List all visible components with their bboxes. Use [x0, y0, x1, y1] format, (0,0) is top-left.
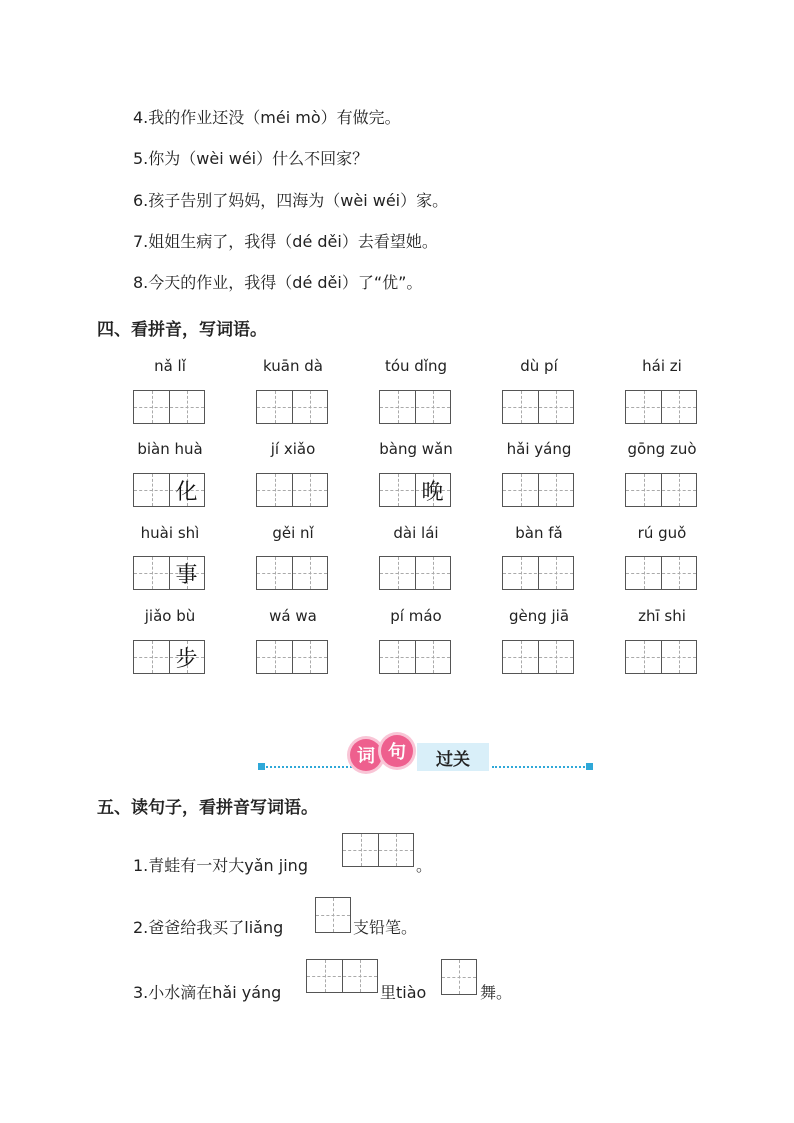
written-char	[257, 391, 292, 423]
writing-box[interactable]	[133, 640, 205, 674]
written-char	[292, 557, 327, 589]
writing-box[interactable]	[256, 640, 328, 674]
answer-box[interactable]	[306, 959, 378, 993]
word-pinyin: bàn fǎ	[515, 524, 563, 542]
word-pinyin: tóu dǐng	[384, 357, 448, 375]
word-pinyin: kuān dà	[263, 357, 323, 375]
sentence-pinyin: dé děi	[292, 273, 342, 292]
written-char	[503, 557, 538, 589]
banner-line-left	[262, 766, 352, 768]
sentence-text: 孩子告别了妈妈，四海为（	[148, 191, 341, 210]
word-pinyin: jiǎo bù	[144, 607, 196, 625]
written-char	[257, 474, 292, 506]
written-char	[503, 391, 538, 423]
sentence-pinyin: méi mò	[260, 108, 321, 127]
banner-bubble-char: 句	[381, 735, 413, 767]
writing-box[interactable]	[133, 473, 205, 507]
written-char: 晚	[421, 479, 444, 505]
sentence-5	[133, 149, 368, 169]
written-char	[292, 391, 327, 423]
written-char	[538, 557, 573, 589]
written-char	[169, 391, 204, 423]
sentence-6	[133, 191, 448, 211]
word-pinyin: wá wa	[269, 607, 317, 625]
writing-box[interactable]	[502, 640, 574, 674]
sentence-pinyin: wèi wéi	[340, 191, 401, 210]
written-char	[538, 474, 573, 506]
sentence-text: ）去看望她。	[341, 232, 438, 251]
item-text: 3.小水滴在	[133, 983, 213, 1002]
banner-dot-right	[586, 763, 593, 770]
writing-box[interactable]	[256, 390, 328, 424]
written-char	[134, 391, 169, 423]
word-pinyin: dài lái	[393, 524, 439, 542]
sentence-text: ）了“优”。	[341, 273, 423, 292]
written-char	[626, 557, 661, 589]
banner-tag: 过关	[417, 743, 489, 771]
word-pinyin: pí máo	[390, 607, 442, 625]
word-pinyin: zhī shi	[638, 607, 686, 625]
written-char	[415, 557, 450, 589]
writing-box[interactable]	[379, 556, 451, 590]
item-text: 2.爸爸给我买了	[133, 918, 245, 937]
word-pinyin: gěi nǐ	[272, 524, 314, 542]
written-char	[257, 557, 292, 589]
writing-box[interactable]	[502, 473, 574, 507]
written-char	[661, 391, 696, 423]
answer-box[interactable]	[315, 897, 351, 933]
writing-box[interactable]	[502, 390, 574, 424]
sentence-number: 8.	[133, 273, 149, 292]
section-4-title: 四、看拼音，写词语。	[97, 320, 267, 340]
written-char	[257, 641, 292, 673]
written-char	[503, 474, 538, 506]
banner-dot-left	[258, 763, 265, 770]
sentence-4	[133, 108, 401, 128]
writing-box[interactable]	[256, 473, 328, 507]
written-char	[380, 641, 415, 673]
word-pinyin: bàng wǎn	[379, 440, 453, 458]
sentence-text: ）家。	[400, 191, 449, 210]
section-5-title: 五、读句子，看拼音写词语。	[97, 798, 318, 818]
written-char	[134, 641, 169, 673]
sentence-text: 姐姐生病了，我得（	[148, 232, 293, 251]
word-pinyin: jí xiǎo	[270, 440, 316, 458]
written-char	[292, 641, 327, 673]
written-char	[292, 474, 327, 506]
item-text: 1.青蛙有一对大	[133, 856, 245, 875]
sentence-pinyin: wèi wéi	[196, 149, 257, 168]
sentence-pinyin: dé děi	[292, 232, 342, 251]
word-pinyin: gèng jiā	[508, 607, 570, 625]
written-char	[380, 474, 415, 506]
written-char: 化	[175, 479, 198, 505]
item-text: 里	[380, 983, 397, 1002]
sentence-text: ）有做完。	[320, 108, 401, 127]
writing-box[interactable]	[625, 390, 697, 424]
writing-box[interactable]	[133, 556, 205, 590]
fill-item-2	[133, 918, 283, 938]
sentence-text: 我的作业还没（	[148, 108, 261, 127]
writing-box[interactable]	[502, 556, 574, 590]
word-pinyin: gōng zuò	[627, 440, 697, 458]
word-pinyin: dù pí	[520, 357, 558, 375]
fill-item-3	[133, 983, 281, 1003]
word-pinyin: nǎ lǐ	[154, 357, 186, 375]
sentence-text: 今天的作业，我得（	[148, 273, 293, 292]
sentence-7	[133, 232, 438, 252]
written-char	[661, 641, 696, 673]
sentence-number: 4.	[133, 108, 149, 127]
sentence-text: ）什么不回家？	[256, 149, 369, 168]
item-pinyin: hǎi yáng	[212, 983, 282, 1002]
written-char	[134, 474, 169, 506]
sentence-number: 5.	[133, 149, 149, 168]
written-char	[661, 557, 696, 589]
written-char	[380, 557, 415, 589]
word-pinyin: huài shì	[140, 524, 200, 542]
writing-box[interactable]	[256, 556, 328, 590]
writing-box[interactable]	[133, 390, 205, 424]
fill-item-1	[133, 856, 308, 876]
written-char	[626, 474, 661, 506]
writing-box[interactable]	[379, 640, 451, 674]
written-char: 步	[175, 646, 198, 672]
written-char	[415, 391, 450, 423]
item-text: 。	[416, 856, 433, 875]
written-char	[134, 557, 169, 589]
item-text: 舞。	[480, 983, 513, 1002]
item-text: 支铅笔。	[353, 918, 418, 937]
written-char: 事	[175, 562, 198, 588]
written-char	[380, 391, 415, 423]
sentence-number: 7.	[133, 232, 149, 251]
written-char	[415, 641, 450, 673]
sentence-number: 6.	[133, 191, 149, 210]
sentence-8	[133, 273, 422, 293]
writing-box[interactable]	[625, 556, 697, 590]
word-pinyin: rú guǒ	[637, 524, 687, 542]
written-char	[503, 641, 538, 673]
answer-box[interactable]	[342, 833, 414, 867]
written-char	[661, 474, 696, 506]
answer-box[interactable]	[441, 959, 477, 995]
written-char	[538, 391, 573, 423]
written-char	[538, 641, 573, 673]
item-pinyin: yǎn jing	[244, 856, 308, 875]
writing-box[interactable]	[379, 390, 451, 424]
word-pinyin: biàn huà	[137, 440, 203, 458]
item-pinyin: tiào	[396, 983, 427, 1002]
writing-box[interactable]	[625, 640, 697, 674]
writing-box[interactable]	[379, 473, 451, 507]
banner-bubble-char: 词	[350, 739, 382, 771]
banner-line-right	[492, 766, 588, 768]
word-pinyin: hǎi yáng	[506, 440, 572, 458]
item-pinyin: liǎng	[244, 918, 284, 937]
sentence-text: 你为（	[148, 149, 197, 168]
written-char	[626, 391, 661, 423]
writing-box[interactable]	[625, 473, 697, 507]
fill-item-3-mid	[380, 983, 426, 1003]
written-char	[626, 641, 661, 673]
word-pinyin: hái zi	[642, 357, 682, 375]
